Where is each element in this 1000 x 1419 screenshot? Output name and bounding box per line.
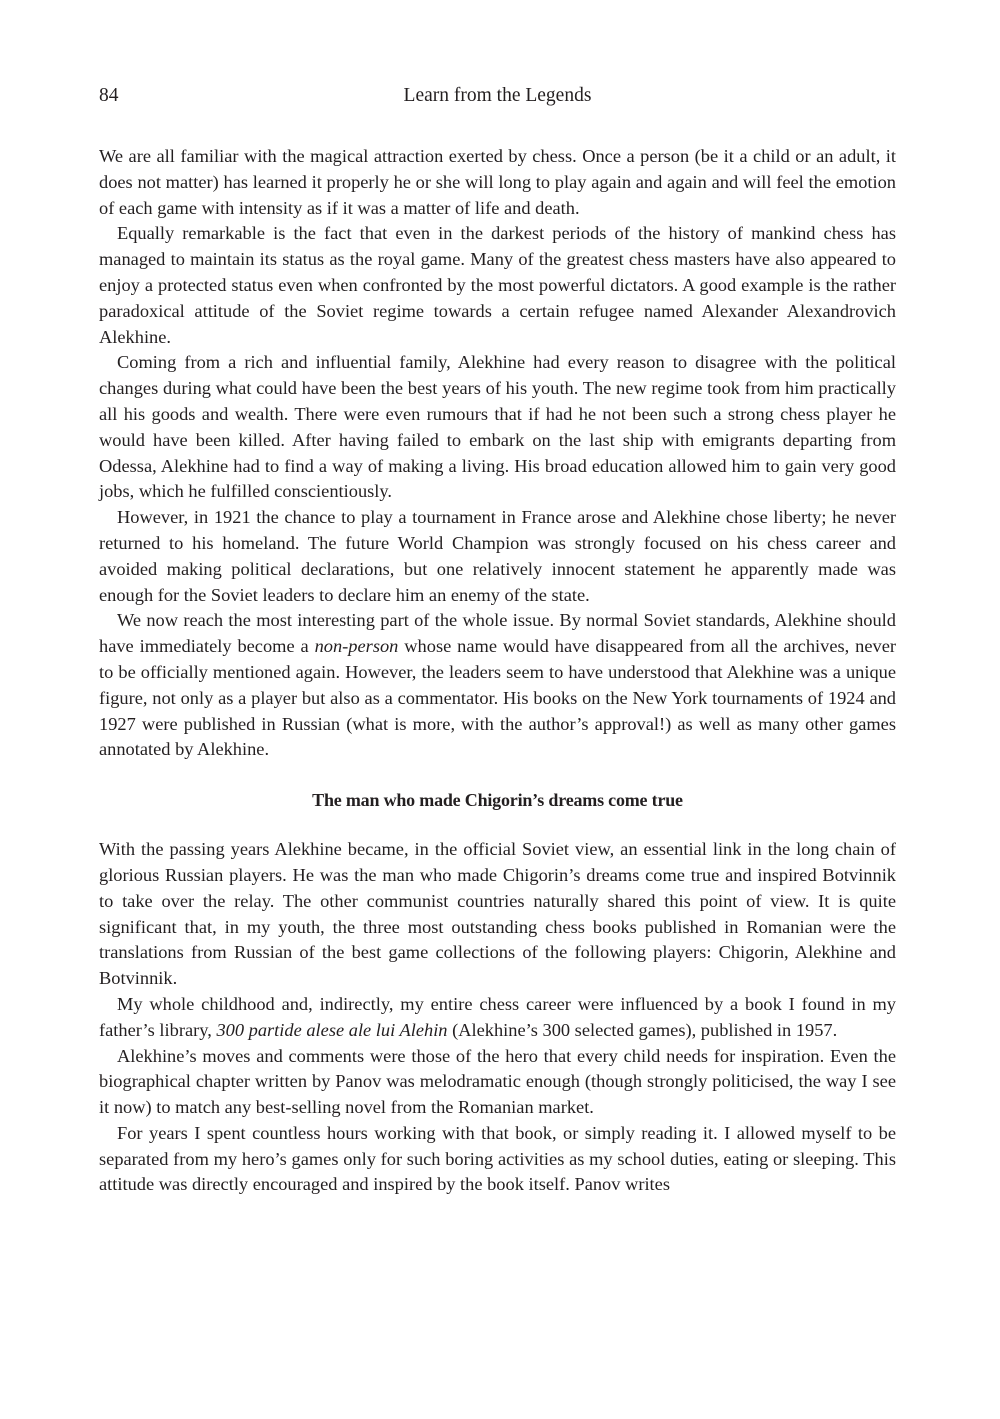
paragraph: We are all familiar with the magical attraction exerted by chess. Once a person (be it a child or an adult, it does not matter) has learned it properly he or she will long to play again and again and will feel the emotion of each game with intensity as if it was a matter of life and death.	[99, 146, 896, 218]
paragraph-text: My whole childhood and, indirectly, my entire chess career were influenced by a book I found in my father’s library,	[99, 993, 896, 1040]
paragraph: Coming from a rich and influential family, Alekhine had every reason to disagree with the political changes during what could have been the best years of his youth. The new regime took from him practically all his goods and wealth. There were even rumours that if had he not been such a strong chess player he would have been killed. After having failed to embark on the last ship with emigrants departing from Odessa, Alekhine had to find a way of making a living. His broad education allowed him to gain very good jobs, which he fulfilled conscientiously.	[99, 352, 896, 502]
running-head	[99, 80, 896, 112]
section-heading: The man who made Chigorin’s dreams come true	[312, 790, 683, 811]
paragraph-text: (Alekhine’s 300 selected games), published in 1957.	[447, 1019, 838, 1040]
paragraph	[99, 992, 896, 1044]
page-number: 84	[99, 85, 119, 106]
paragraph: Alekhine’s moves and comments were those of the hero that every child needs for inspiration. Even the biographical chapter written by Panov was melodramatic enough (though strongly politicised, the way I see it now) to match any best-selling novel from the Romanian market.	[99, 1045, 896, 1118]
paragraph	[99, 608, 896, 763]
paragraph: Equally remarkable is the fact that even in the darkest periods of the history of mankind chess has managed to maintain its status as the royal game. Many of the greatest chess masters have also appeared to enjoy a protected status even when confronted by the most powerful dictators. A good example is the rather paradoxical attitude of the Soviet regime towards a certain refugee named Alexander Alexandrovich Alekhine.	[99, 223, 896, 347]
paragraph: For years I spent countless hours working with that book, or simply reading it. I allowed myself to be separated from my hero’s games only for such boring activities as my school duties, eating or sleeping. This attitude was directly encouraged and inspired by the book itself. Panov writes	[99, 1122, 896, 1195]
paragraph: With the passing years Alekhine became, in the official Soviet view, an essential link in the long chain of glorious Russian players. He was the man who made Chigorin’s dreams come true and inspired Botvinnik to take over the relay. The other communist countries naturally shared this point of view. It is quite significant that, in my youth, the three most outstanding chess books published in Romanian were the translations from Russian of the best game collections of the following players: Chigorin, Alekhine and Botvinnik.	[99, 839, 896, 989]
paragraph: However, in 1921 the chance to play a tournament in France arose and Alekhine chose liberty; he never returned to his homeland. The future World Champion was strongly focused on his chess career and avoided making political declarations, but one relatively innocent statement he apparently made was enough for the Soviet leaders to declare him an enemy of the state.	[99, 507, 896, 605]
book-title: 300 partide alese ale lui Alehin	[216, 1019, 448, 1040]
running-title: Learn from the Legends	[403, 85, 592, 106]
body-text	[99, 144, 896, 1198]
paragraph-text: We now reach the most interesting part of the whole issue. By normal Soviet standards, Alekhine should have immediately become a	[99, 610, 896, 657]
book-page	[99, 80, 896, 1198]
paragraph-text: whose name would have disappeared from all the archives, never to be officially mentioned again. However, the leaders seem to have understood that Alekhine was a unique figure, not only as a player but also as a commentator. His books on the New York tournaments of 1924 and 1927 were published in Russian (what is more, with the author’s approval!) as well as many other games annotated by Alekhine.	[99, 636, 896, 760]
italic-term: non-person	[314, 636, 399, 657]
